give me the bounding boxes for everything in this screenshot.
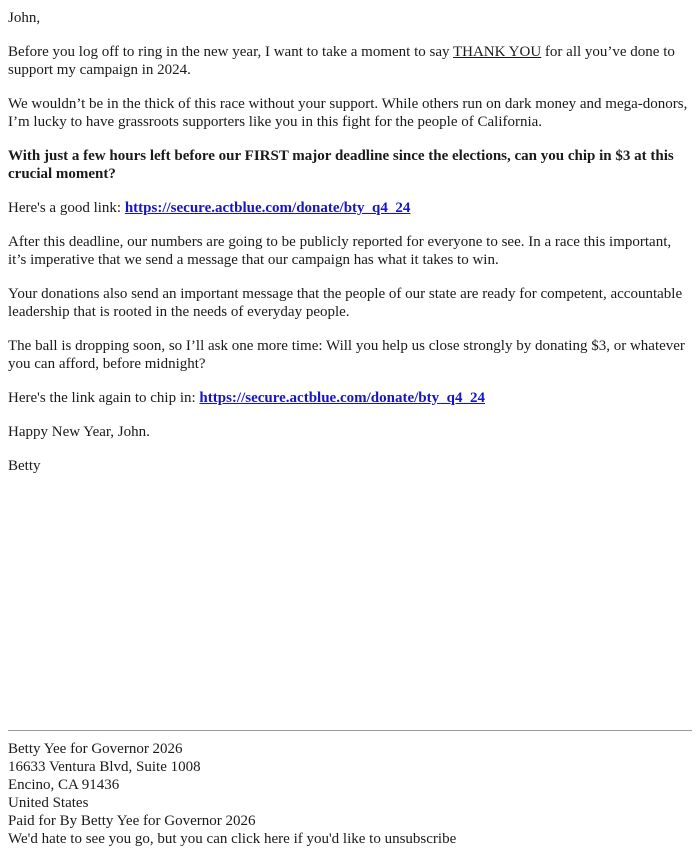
paragraph-ball-dropping: The ball is dropping soon, so I’ll ask one more time: Will you help us close strongly by donating $3, or whatever you can afford, before midnight? (8, 338, 685, 372)
link-1-prefix: Here's a good link: (8, 200, 125, 216)
greeting: John, (8, 10, 41, 26)
paragraph-thank-you-start: Before you log off to ring in the new year, I want to take a moment to say (8, 44, 453, 60)
paragraph-thank-you-end: for all you’ve done to support my campaign in 2024. (8, 44, 675, 78)
footer-unsubscribe (8, 830, 692, 848)
footer-divider (8, 730, 692, 731)
paragraph-thank-you (8, 43, 692, 79)
signature: Betty (8, 458, 41, 474)
email-footer (8, 740, 692, 848)
footer-paid-for: Paid for By Betty Yee for Governor 2026 (8, 813, 256, 829)
footer-address-line-1: 16633 Ventura Blvd, Suite 1008 (8, 759, 201, 775)
paragraph-public-report: After this deadline, our numbers are going to be publicly reported for everyone to see. In a race this important, it’s imperative that we send a message that our campaign has what it takes to win. (8, 234, 672, 268)
paragraph-link-2 (8, 389, 692, 407)
paragraph-deadline-ask: With just a few hours left before our FIRST major deadline since the elections, can you chip in $3 at this crucial moment? (8, 148, 674, 182)
footer-org: Betty Yee for Governor 2026 (8, 741, 183, 757)
email-body (8, 9, 692, 491)
donate-link-1[interactable]: https://secure.actblue.com/donate/bty_q4_24 (124, 200, 411, 216)
footer-country: United States (8, 795, 89, 811)
thank-you-emphasis: THANK YOU (452, 44, 542, 60)
paragraph-grassroots: We wouldn’t be in the thick of this race without your support. While others run on dark money and mega-donors, I’m lucky to have grassroots supporters like you in this fight for the people of California. (8, 96, 688, 130)
link-2-prefix: Here's the link again to chip in: (8, 390, 200, 406)
footer-address-line-2: Encino, CA 91436 (8, 777, 120, 793)
paragraph-link-1 (8, 199, 692, 217)
closing-line: Happy New Year, John. (8, 424, 150, 440)
unsubscribe-link[interactable]: We'd hate to see you go, but you can click here if you'd like to unsubscribe (8, 831, 457, 847)
paragraph-leadership: Your donations also send an important message that the people of our state are ready for competent, accountable leadership that is rooted in the needs of everyday people. (8, 286, 683, 320)
donate-link-2[interactable]: https://secure.actblue.com/donate/bty_q4_24 (199, 390, 485, 406)
